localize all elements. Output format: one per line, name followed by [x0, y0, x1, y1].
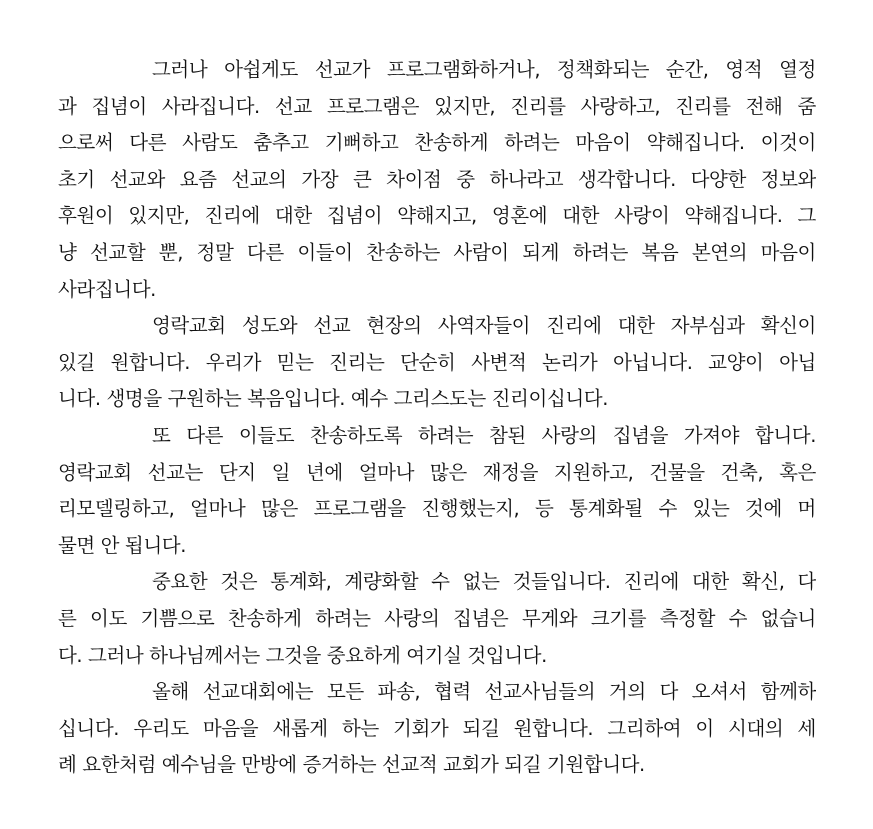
text-line: 른 이도 기쁨으로 찬송하게 하려는 사랑의 집념은 무게와 크기를 측정할 수 없습니 — [58, 606, 816, 630]
text-line: 물면 안 됩니다. — [58, 533, 187, 557]
text-line: 례 요한처럼 예수님을 만방에 증거하는 선교적 교회가 되길 기원합니다. — [58, 753, 645, 777]
text-line: 십니다. 우리도 마음을 새롭게 하는 기회가 되길 원합니다. 그리하여 이 시대의 세 — [58, 716, 816, 740]
text-line: 다. 그러나 하나님께서는 그것을 중요하게 여기실 것입니다. — [58, 643, 547, 667]
paragraph-2 — [58, 308, 816, 418]
paragraph-5 — [58, 674, 816, 784]
text-line: 중요한 것은 통계화, 계량화할 수 없는 것들입니다. 진리에 대한 확신, 다 — [152, 570, 816, 594]
text-line: 으로써 다른 사람도 춤추고 기뻐하고 찬송하게 하려는 마음이 약해집니다. 이것이 — [58, 131, 816, 155]
text-line: 있길 원합니다. 우리가 믿는 진리는 단순히 사변적 논리가 아닙니다. 교양이 아닙 — [58, 350, 816, 374]
document-page — [58, 52, 816, 784]
text-line: 영락교회 선교는 단지 일 년에 얼마나 많은 재정을 지원하고, 건물을 건축, 혹은 — [58, 460, 816, 484]
paragraph-3 — [58, 418, 816, 564]
text-line: 과 집념이 사라집니다. 선교 프로그램은 있지만, 진리를 사랑하고, 진리를 전해 줌 — [58, 94, 816, 118]
text-line: 그러나 아쉽게도 선교가 프로그램화하거나, 정책화되는 순간, 영적 열정 — [152, 58, 816, 81]
text-line: 사라집니다. — [58, 277, 156, 301]
text-line: 리모델링하고, 얼마나 많은 프로그램을 진행했는지, 등 통계화될 수 있는 것에 머 — [58, 497, 816, 521]
text-line: 또 다른 이들도 찬송하도록 하려는 참된 사랑의 집념을 가져야 합니다. — [152, 423, 816, 447]
text-line: 후원이 있지만, 진리에 대한 집념이 약해지고, 영혼에 대한 사랑이 약해집니다. 그 — [58, 204, 816, 228]
text-line: 냥 선교할 뿐, 정말 다른 이들이 찬송하는 사람이 되게 하려는 복음 본연의 마음이 — [58, 240, 816, 264]
paragraph-1 — [58, 52, 816, 308]
paragraph-4 — [58, 564, 816, 674]
text-line: 영락교회 성도와 선교 현장의 사역자들이 진리에 대한 자부심과 확신이 — [152, 314, 816, 338]
text-line: 올해 선교대회에는 모든 파송, 협력 선교사님들의 거의 다 오셔서 함께하 — [152, 680, 816, 704]
text-line: 니다. 생명을 구원하는 복음입니다. 예수 그리스도는 진리이십니다. — [58, 387, 608, 411]
text-line: 초기 선교와 요즘 선교의 가장 큰 차이점 중 하나라고 생각합니다. 다양한 정보와 — [58, 167, 816, 191]
